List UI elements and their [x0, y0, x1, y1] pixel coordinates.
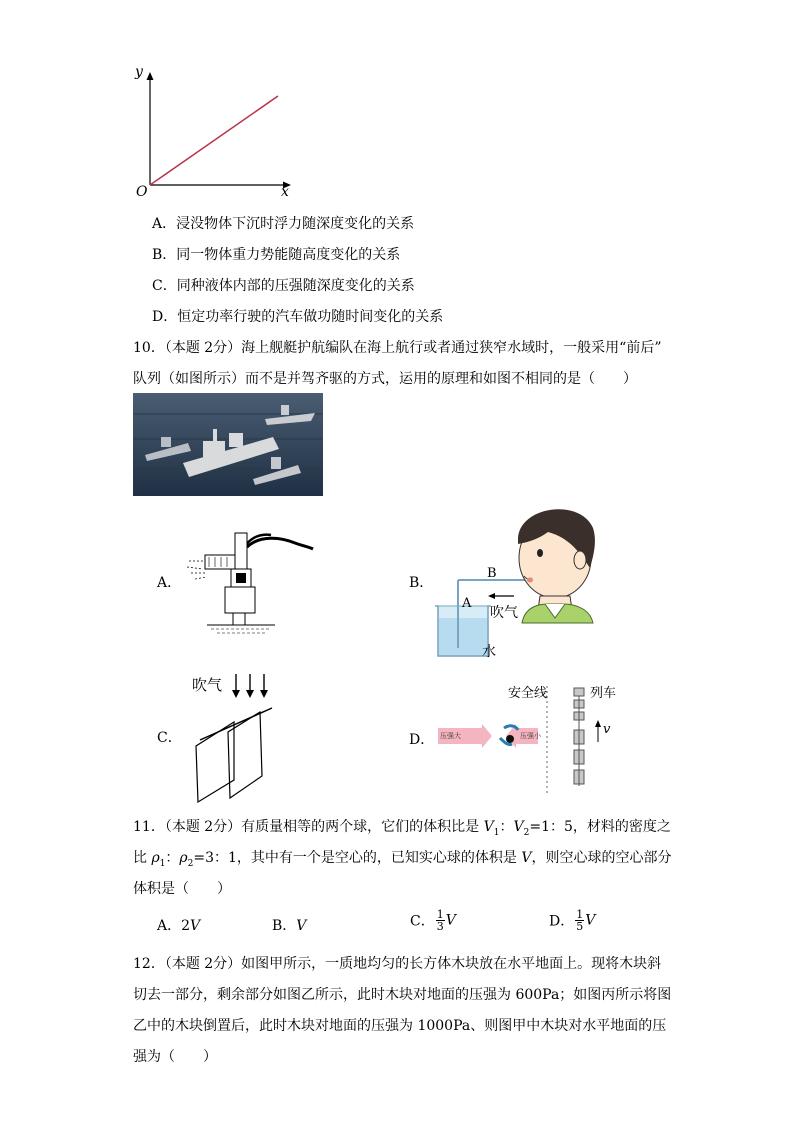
label-a: A	[462, 596, 472, 611]
q11-option-b: B．V	[272, 918, 307, 934]
graph-y-label: y	[135, 64, 143, 80]
q9-option-c: C．同种液体内部的压强随深度变化的关系	[152, 278, 415, 294]
warships-photo	[133, 393, 323, 496]
q11-option-d: D． $\frac{1}{5}$ V	[549, 908, 596, 933]
q9-option-d: D．恒定功率行驶的汽车做功随时间变化的关系	[152, 309, 444, 325]
sprayer-diagram	[185, 525, 320, 635]
q10-option-d-label: D．	[409, 732, 435, 748]
q9-option-b: B．同一物体重力势能随高度变化的关系	[152, 247, 401, 263]
label-velocity: v	[603, 722, 611, 737]
q10-option-c-label: C．	[157, 730, 182, 746]
q10-text-line1: 10．（本题 2分）海上舰艇护航编队在海上航行或者通过狭窄水域时，一般采用“前后”	[133, 340, 662, 356]
paper-sheets-diagram	[180, 668, 290, 808]
q12-text-line4: 强为（ ）	[133, 1049, 217, 1065]
q11-option-a: A．2V	[157, 918, 201, 934]
graph-x-label: x	[281, 184, 289, 200]
linear-graph	[128, 60, 298, 205]
label-blow-c: 吹气	[192, 676, 223, 694]
label-train: 列车	[590, 686, 617, 701]
fraction-one-third: $\frac{1}{3}$	[436, 908, 444, 933]
q9-option-a: A．浸没物体下沉时浮力随深度变化的关系	[152, 216, 415, 232]
graph-origin-label: O	[136, 184, 148, 200]
label-water: 水	[482, 644, 496, 660]
boy-blowing-diagram	[430, 498, 615, 660]
q10-option-a-label: A．	[157, 575, 182, 591]
q12-text-line3: 乙中的木块倒置后，此时木块对地面的压强为 1000Pa、则图甲中木块对水平地面的压	[133, 1018, 667, 1034]
q11-text-line2: 比 $\rho_1$：$\rho_2=3$：1，其中有一个是空心的，已知实心球的体积是 V，则空心球的空心部分	[133, 850, 672, 869]
label-safety-line: 安全线	[508, 686, 548, 701]
fraction-one-fifth: $\frac{1}{5}$	[576, 908, 584, 933]
train-platform-diagram	[430, 686, 620, 796]
graph-line	[150, 96, 278, 185]
q11-option-c: C． $\frac{1}{3}$ V	[410, 908, 456, 933]
q11-text-line1: 11．（本题 2分）有质量相等的两个球，它们的体积比是 $V_1$：$V_2=1$：5，材料的密度之	[133, 819, 671, 838]
label-pressure-small: 压强小	[520, 732, 541, 740]
q10-option-b-label: B．	[409, 575, 434, 591]
q12-text-line2: 切去一部分，剩余部分如图乙所示，此时木块对地面的压强为 600Pa；如图丙所示将图	[133, 987, 672, 1003]
label-blow-b: 吹气	[490, 605, 518, 621]
q11-text-line3: 体积是（ ）	[133, 881, 231, 897]
label-b: B	[487, 566, 497, 581]
label-pressure-big: 压强大	[440, 732, 461, 740]
q12-text-line1: 12．（本题 2分）如图甲所示，一质地均匀的长方体木块放在水平地面上。现将木块斜	[133, 956, 662, 972]
q10-text-line2: 队列（如图所示）而不是并驾齐驱的方式，运用的原理和如图不相同的是（ ）	[133, 371, 637, 387]
